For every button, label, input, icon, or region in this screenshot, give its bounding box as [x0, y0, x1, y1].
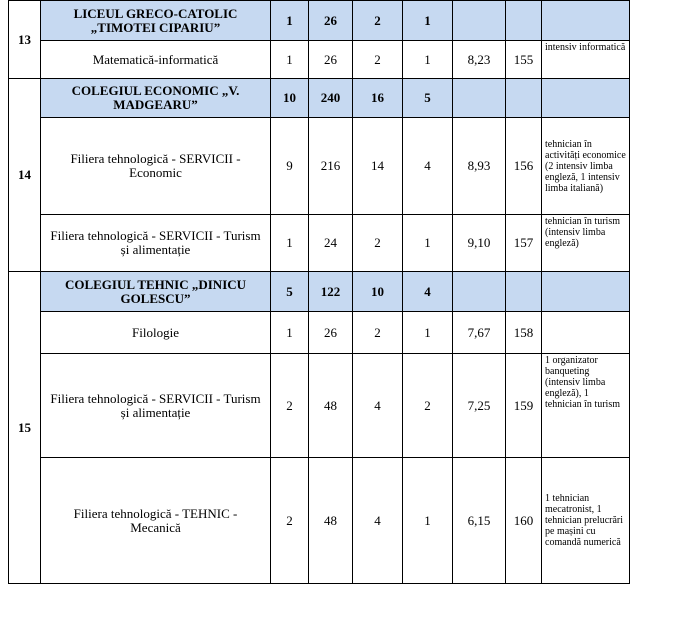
- col-3-value: 4: [353, 458, 403, 584]
- classes-count: 1: [271, 312, 309, 354]
- profile-row: [9, 215, 630, 272]
- places-count: 48: [309, 354, 353, 458]
- empty-cell: [506, 272, 542, 312]
- admission-grade: 8,93: [453, 118, 506, 215]
- classes-count: 1: [271, 215, 309, 272]
- school-number: 15: [9, 272, 41, 584]
- school-name: LICEUL GRECO-CATOLIC „TIMOTEI CIPARIU”: [41, 1, 271, 41]
- observations: tehnician în turism (intensiv limba engleză): [542, 215, 630, 272]
- profile-code: 159: [506, 354, 542, 458]
- profile-code: 160: [506, 458, 542, 584]
- profile-row: [9, 41, 630, 79]
- admission-grade: 8,23: [453, 41, 506, 79]
- col-3-value: 2: [353, 215, 403, 272]
- empty-cell: [542, 1, 630, 41]
- school-row: [9, 272, 630, 312]
- profile-name: Matematică-informatică: [41, 41, 271, 79]
- col-4-value: 1: [403, 458, 453, 584]
- places-count: 24: [309, 215, 353, 272]
- school-row: [9, 1, 630, 41]
- col-4-value: 2: [403, 354, 453, 458]
- col-4-value: 1: [403, 215, 453, 272]
- col-3-value: 10: [353, 272, 403, 312]
- profile-name: Filiera tehnologică - SERVICII - Turism și alimentație: [41, 215, 271, 272]
- profile-row: [9, 354, 630, 458]
- profile-code: 158: [506, 312, 542, 354]
- profile-row: [9, 458, 630, 584]
- places-count: 122: [309, 272, 353, 312]
- col-4-value: 1: [403, 1, 453, 41]
- empty-cell: [542, 272, 630, 312]
- profile-name: Filiera tehnologică - SERVICII - Turism și alimentație: [41, 354, 271, 458]
- col-4-value: 1: [403, 312, 453, 354]
- classes-count: 10: [271, 79, 309, 118]
- observations: intensiv informatică: [542, 41, 630, 79]
- observations: [542, 312, 630, 354]
- empty-cell: [453, 1, 506, 41]
- admission-table: [8, 0, 630, 584]
- empty-cell: [542, 79, 630, 118]
- profile-name: Filiera tehnologică - TEHNIC - Mecanică: [41, 458, 271, 584]
- empty-cell: [506, 79, 542, 118]
- places-count: 240: [309, 79, 353, 118]
- col-4-value: 1: [403, 41, 453, 79]
- col-3-value: 16: [353, 79, 403, 118]
- admission-grade: 7,25: [453, 354, 506, 458]
- classes-count: 2: [271, 354, 309, 458]
- observations: 1 tehnician mecatronist, 1 tehnician prelucrări pe mașini cu comandă numerică: [542, 458, 630, 584]
- places-count: 48: [309, 458, 353, 584]
- classes-count: 5: [271, 272, 309, 312]
- school-name: COLEGIUL TEHNIC „DINICU GOLESCU”: [41, 272, 271, 312]
- school-number: 13: [9, 1, 41, 79]
- admission-grade: 7,67: [453, 312, 506, 354]
- profile-code: 157: [506, 215, 542, 272]
- col-3-value: 2: [353, 1, 403, 41]
- empty-cell: [506, 1, 542, 41]
- profile-name: Filologie: [41, 312, 271, 354]
- col-4-value: 4: [403, 272, 453, 312]
- classes-count: 1: [271, 1, 309, 41]
- profile-row: [9, 118, 630, 215]
- col-4-value: 5: [403, 79, 453, 118]
- places-count: 26: [309, 312, 353, 354]
- admission-grade: 9,10: [453, 215, 506, 272]
- school-row: [9, 79, 630, 118]
- profile-code: 155: [506, 41, 542, 79]
- col-3-value: 4: [353, 354, 403, 458]
- observations: 1 organizator banqueting (intensiv limba engleză), 1 tehnician în turism: [542, 354, 630, 458]
- col-3-value: 2: [353, 41, 403, 79]
- school-name: COLEGIUL ECONOMIC „V. MADGEARU”: [41, 79, 271, 118]
- places-count: 26: [309, 41, 353, 79]
- col-3-value: 2: [353, 312, 403, 354]
- classes-count: 9: [271, 118, 309, 215]
- classes-count: 2: [271, 458, 309, 584]
- observations: tehnician în activități economice (2 intensiv limba engleză, 1 intensiv limba italiană): [542, 118, 630, 215]
- profile-name: Filiera tehnologică - SERVICII - Economic: [41, 118, 271, 215]
- profile-row: [9, 312, 630, 354]
- empty-cell: [453, 79, 506, 118]
- classes-count: 1: [271, 41, 309, 79]
- empty-cell: [453, 272, 506, 312]
- places-count: 216: [309, 118, 353, 215]
- places-count: 26: [309, 1, 353, 41]
- profile-code: 156: [506, 118, 542, 215]
- col-4-value: 4: [403, 118, 453, 215]
- admission-grade: 6,15: [453, 458, 506, 584]
- school-number: 14: [9, 79, 41, 272]
- col-3-value: 14: [353, 118, 403, 215]
